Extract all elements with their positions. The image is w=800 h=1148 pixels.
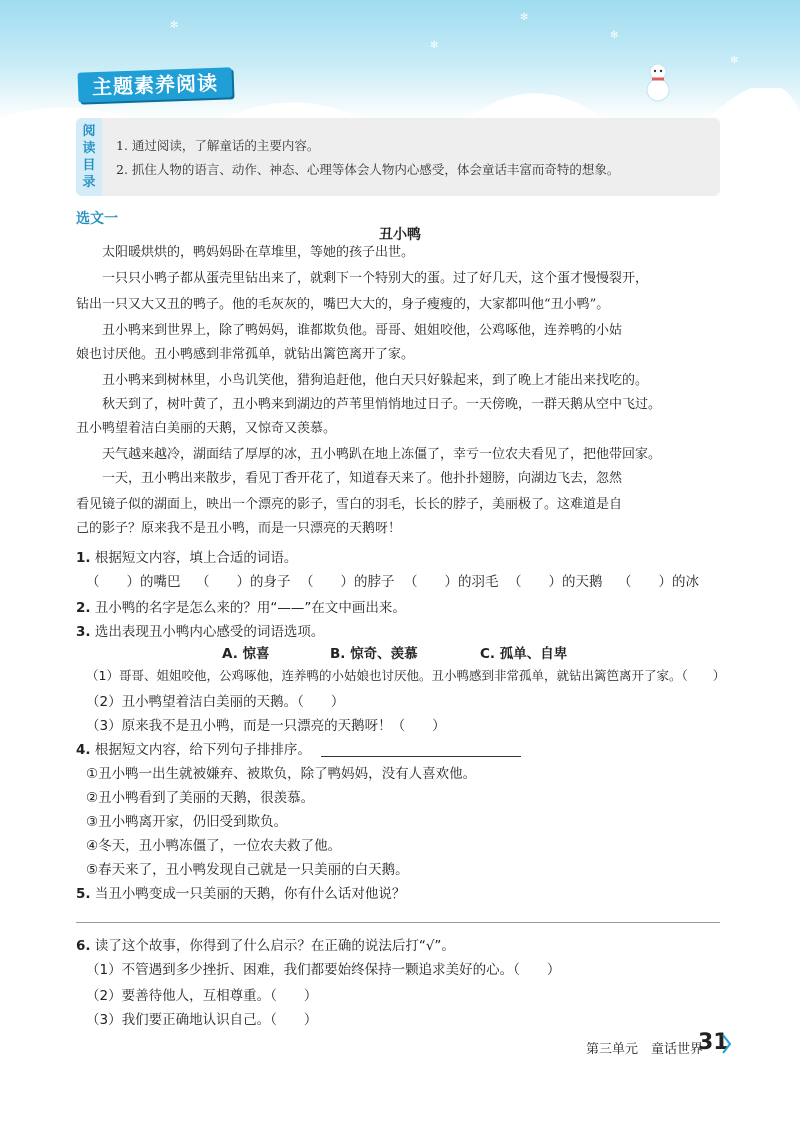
question-number: 2. bbox=[76, 600, 91, 616]
fill-blank[interactable]: （ ）的羽毛 bbox=[404, 574, 499, 590]
page-header-banner bbox=[0, 0, 800, 120]
question-3-item[interactable]: （3）原来我不是丑小鸭，而是一只漂亮的天鹅呀！（ ） bbox=[86, 718, 446, 734]
story-line: 天气越来越冷，湖面结了厚厚的冰，丑小鸭趴在地上冻僵了，幸亏一位农夫看见了，把他带回家。 bbox=[76, 447, 662, 462]
story-line: 看见镜子似的湖面上，映出一个漂亮的影子，雪白的羽毛，长长的脖子，美丽极了。这难道是自 bbox=[76, 497, 623, 512]
story-line: 一只只小鸭子都从蛋壳里钻出来了，就剩下一个特别大的蛋。过了好几天，这个蛋才慢慢裂开， bbox=[76, 271, 649, 286]
question-text: 丑小鸭的名字是怎么来的？用“——”在文中画出来。 bbox=[94, 600, 406, 616]
sentence-item: ⑤春天来了，丑小鸭发现自己就是一只美丽的白天鹅。 bbox=[86, 862, 409, 878]
question-number: 1. bbox=[76, 550, 91, 566]
page-number: 31 bbox=[698, 1030, 729, 1055]
goals-tag-char: 阅 bbox=[82, 124, 96, 139]
question-3 bbox=[76, 620, 324, 640]
question-number: 3. bbox=[76, 624, 91, 640]
snowflake-icon: ✻ bbox=[730, 55, 739, 66]
chevron-right-icon bbox=[722, 1034, 732, 1054]
section-title-badge: 主题素养阅读 bbox=[78, 67, 233, 102]
question-text: 根据短文内容，填上合适的词语。 bbox=[94, 550, 298, 566]
question-text: 当丑小鸭变成一只美丽的天鹅，你有什么话对他说？ bbox=[94, 886, 406, 902]
option-b: B. 惊奇、羡慕 bbox=[330, 646, 418, 662]
option-c: C. 孤单、自卑 bbox=[480, 646, 568, 662]
goals-tag-char: 读 bbox=[82, 141, 96, 156]
question-3-item[interactable]: （1）哥哥、姐姐咬他，公鸡啄他，连养鸭的小姑娘也讨厌他。丑小鸭感到非常孤单，就钻出篱笆离开了家。（ ） bbox=[86, 668, 726, 683]
question-6-item[interactable]: （2）要善待他人，互相尊重。（ ） bbox=[86, 988, 318, 1004]
reading-goal-item: 1. 通过阅读，了解童话的主要内容。 bbox=[116, 138, 320, 153]
selection-label: 选文一 bbox=[76, 211, 118, 227]
story-line: 太阳暖烘烘的，鸭妈妈卧在草堆里，等她的孩子出世。 bbox=[76, 245, 415, 260]
question-3-item[interactable]: （2）丑小鸭望着洁白美丽的天鹅。（ ） bbox=[86, 694, 345, 710]
fill-blank[interactable]: （ ）的天鹅 bbox=[508, 574, 603, 590]
snowflake-icon: ✻ bbox=[520, 12, 529, 23]
question-text: 根据短文内容，给下列句子排排序。 bbox=[94, 742, 311, 758]
snowflake-icon: ✻ bbox=[610, 30, 619, 41]
fill-blank[interactable]: （ ）的身子 bbox=[196, 574, 291, 590]
unit-label: 第三单元 童话世界 bbox=[586, 1042, 704, 1057]
sentence-item: ②丑小鸭看到了美丽的天鹅，很羡慕。 bbox=[86, 790, 315, 806]
fill-blank[interactable]: （ ）的脖子 bbox=[300, 574, 395, 590]
fill-blank[interactable]: （ ）的嘴巴 bbox=[86, 574, 181, 590]
sentence-item: ①丑小鸭一出生就被嫌弃、被欺负，除了鸭妈妈，没有人喜欢他。 bbox=[86, 766, 477, 782]
reading-goal-item: 2. 抓住人物的语言、动作、神态、心理等体会人物内心感受，体会童话丰富而奇特的想象。 bbox=[116, 162, 620, 177]
sentence-item: ③丑小鸭离开家，仍旧受到欺负。 bbox=[86, 814, 288, 830]
question-1 bbox=[76, 546, 297, 566]
snowflake-icon: ✻ bbox=[430, 40, 439, 51]
story-line: 娘也讨厌他。丑小鸭感到非常孤单，就钻出篱笆离开了家。 bbox=[76, 347, 415, 362]
answer-line[interactable] bbox=[321, 744, 521, 757]
question-5 bbox=[76, 882, 405, 902]
story-line: 秋天到了，树叶黄了，丑小鸭来到湖边的芦苇里悄悄地过日子。一天傍晚，一群天鹅从空中飞过。 bbox=[76, 397, 662, 412]
snowflake-icon: ✻ bbox=[170, 20, 179, 31]
story-line: 己的影子？原来我不是丑小鸭，而是一只漂亮的天鹅呀！ bbox=[76, 521, 402, 536]
sentence-item: ④冬天，丑小鸭冻僵了，一位农夫救了他。 bbox=[86, 838, 342, 854]
goals-tag-char: 录 bbox=[82, 175, 96, 190]
snowman-icon bbox=[638, 58, 678, 102]
question-4 bbox=[76, 738, 521, 758]
story-title: 丑小鸭 bbox=[379, 227, 421, 243]
reading-goals-tag bbox=[76, 118, 102, 196]
question-number: 6. bbox=[76, 938, 91, 954]
question-6-item[interactable]: （3）我们要正确地认识自己。（ ） bbox=[86, 1012, 318, 1028]
reading-goals-box bbox=[76, 118, 720, 196]
story-line: 丑小鸭来到树林里，小鸟讥笑他，猎狗追赶他，他白天只好躲起来，到了晚上才能出来找吃的。 bbox=[76, 373, 649, 388]
goals-tag-char: 目 bbox=[82, 158, 96, 173]
story-line: 一天，丑小鸭出来散步，看见丁香开花了，知道春天来了。他扑扑翅膀，向湖边飞去，忽然 bbox=[76, 471, 623, 486]
fill-blank[interactable]: （ ）的冰 bbox=[618, 574, 699, 590]
question-text: 选出表现丑小鸭内心感受的词语选项。 bbox=[94, 624, 325, 640]
answer-line[interactable] bbox=[76, 922, 720, 923]
question-6-item[interactable]: （1）不管遇到多少挫折、困难，我们都要始终保持一颗追求美好的心。（ ） bbox=[86, 962, 561, 978]
story-line: 丑小鸭望着洁白美丽的天鹅，又惊奇又羡慕。 bbox=[76, 421, 337, 436]
story-line: 钻出一只又大又丑的鸭子。他的毛灰灰的，嘴巴大大的，身子瘦瘦的，大家都叫他“丑小鸭”。 bbox=[76, 297, 610, 312]
question-6 bbox=[76, 934, 455, 954]
option-a: A. 惊喜 bbox=[222, 646, 270, 662]
question-text: 读了这个故事，你得到了什么启示？在正确的说法后打“√”。 bbox=[94, 938, 455, 954]
question-2 bbox=[76, 596, 406, 616]
question-number: 4. bbox=[76, 742, 91, 758]
question-number: 5. bbox=[76, 886, 91, 902]
story-line: 丑小鸭来到世界上，除了鸭妈妈，谁都欺负他。哥哥、姐姐咬他，公鸡啄他，连养鸭的小姑 bbox=[76, 323, 623, 338]
